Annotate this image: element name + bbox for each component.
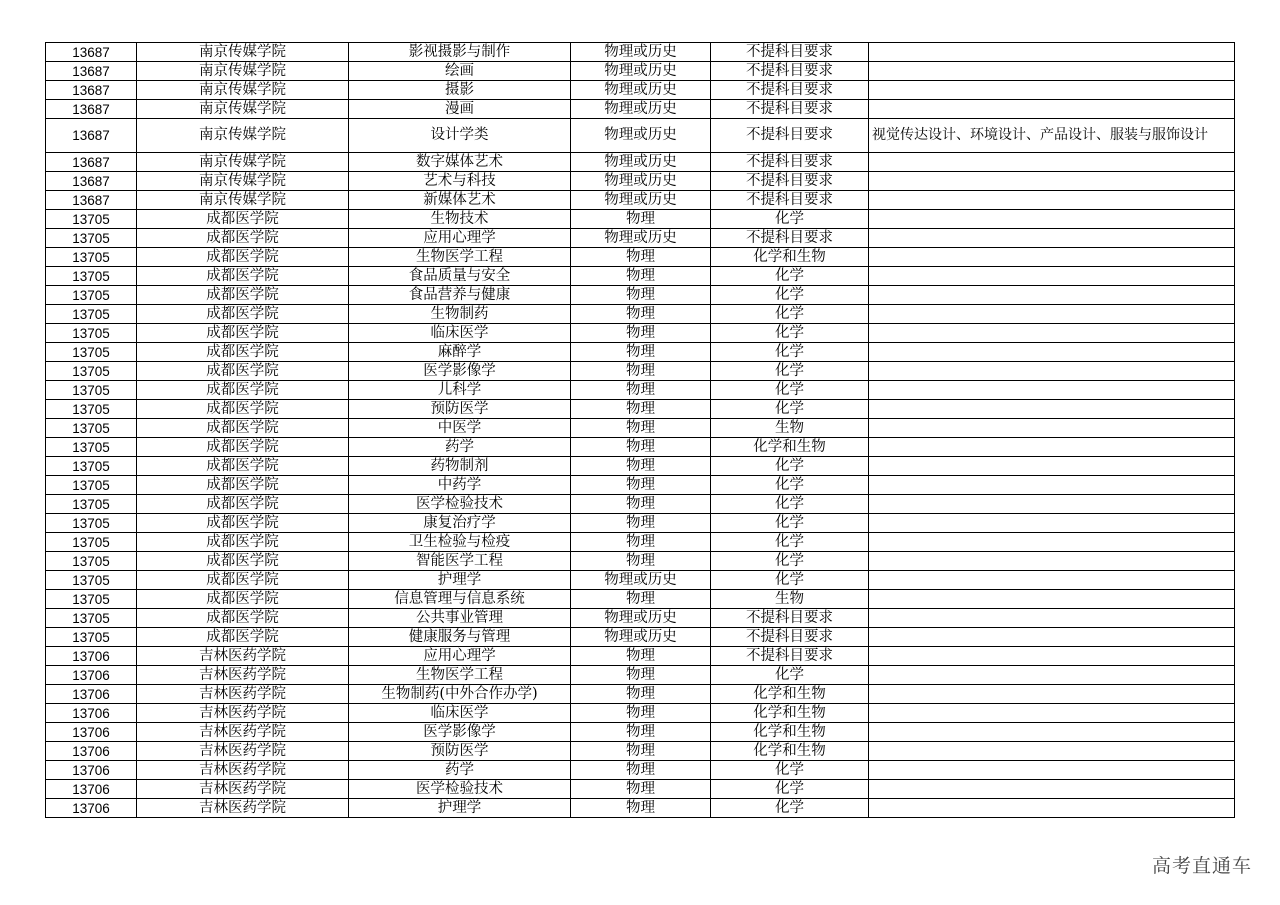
major-cell: 医学影像学 <box>349 723 571 742</box>
major-cell: 摄影 <box>349 81 571 100</box>
note-cell <box>869 609 1235 628</box>
table-row <box>46 100 1235 119</box>
school-cell: 成都医学院 <box>137 609 349 628</box>
table-row <box>46 457 1235 476</box>
code-cell: 13706 <box>46 647 137 666</box>
first-subject-cell: 物理 <box>571 248 711 267</box>
major-cell: 绘画 <box>349 62 571 81</box>
first-subject-cell: 物理或历史 <box>571 229 711 248</box>
major-cell: 麻醉学 <box>349 343 571 362</box>
major-cell: 医学检验技术 <box>349 495 571 514</box>
first-subject-cell: 物理 <box>571 324 711 343</box>
code-cell: 13705 <box>46 438 137 457</box>
school-cell: 成都医学院 <box>137 476 349 495</box>
second-subject-cell: 化学和生物 <box>711 685 869 704</box>
school-cell: 成都医学院 <box>137 419 349 438</box>
note-cell <box>869 761 1235 780</box>
first-subject-cell: 物理 <box>571 343 711 362</box>
major-cell: 新媒体艺术 <box>349 191 571 210</box>
code-cell: 13705 <box>46 476 137 495</box>
table-row <box>46 400 1235 419</box>
school-cell: 成都医学院 <box>137 514 349 533</box>
note-cell <box>869 723 1235 742</box>
code-cell: 13705 <box>46 552 137 571</box>
code-cell: 13705 <box>46 286 137 305</box>
first-subject-cell: 物理 <box>571 742 711 761</box>
note-cell <box>869 438 1235 457</box>
first-subject-cell: 物理 <box>571 495 711 514</box>
table-row <box>46 62 1235 81</box>
second-subject-cell: 化学和生物 <box>711 742 869 761</box>
major-cell: 儿科学 <box>349 381 571 400</box>
second-subject-cell: 不提科目要求 <box>711 100 869 119</box>
major-cell: 康复治疗学 <box>349 514 571 533</box>
table-row <box>46 119 1235 153</box>
code-cell: 13705 <box>46 609 137 628</box>
first-subject-cell: 物理 <box>571 267 711 286</box>
table-row <box>46 305 1235 324</box>
table-row <box>46 210 1235 229</box>
major-cell: 中药学 <box>349 476 571 495</box>
second-subject-cell: 化学 <box>711 666 869 685</box>
major-cell: 食品质量与安全 <box>349 267 571 286</box>
second-subject-cell: 化学 <box>711 799 869 818</box>
code-cell: 13705 <box>46 419 137 438</box>
first-subject-cell: 物理或历史 <box>571 62 711 81</box>
table-row <box>46 723 1235 742</box>
code-cell: 13687 <box>46 153 137 172</box>
second-subject-cell: 生物 <box>711 419 869 438</box>
second-subject-cell: 化学 <box>711 286 869 305</box>
first-subject-cell: 物理 <box>571 457 711 476</box>
note-cell <box>869 514 1235 533</box>
table-row <box>46 476 1235 495</box>
major-cell: 应用心理学 <box>349 229 571 248</box>
first-subject-cell: 物理 <box>571 438 711 457</box>
major-cell: 生物技术 <box>349 210 571 229</box>
note-cell <box>869 286 1235 305</box>
note-cell <box>869 571 1235 590</box>
code-cell: 13705 <box>46 343 137 362</box>
code-cell: 13706 <box>46 742 137 761</box>
note-cell <box>869 704 1235 723</box>
code-cell: 13687 <box>46 119 137 153</box>
table-row <box>46 780 1235 799</box>
second-subject-cell: 不提科目要求 <box>711 647 869 666</box>
second-subject-cell: 不提科目要求 <box>711 81 869 100</box>
first-subject-cell: 物理 <box>571 362 711 381</box>
first-subject-cell: 物理 <box>571 400 711 419</box>
school-cell: 吉林医药学院 <box>137 799 349 818</box>
second-subject-cell: 化学 <box>711 362 869 381</box>
table-row <box>46 229 1235 248</box>
code-cell: 13705 <box>46 495 137 514</box>
major-cell: 艺术与科技 <box>349 172 571 191</box>
second-subject-cell: 不提科目要求 <box>711 628 869 647</box>
first-subject-cell: 物理 <box>571 419 711 438</box>
note-cell <box>869 552 1235 571</box>
major-cell: 智能医学工程 <box>349 552 571 571</box>
major-cell: 医学检验技术 <box>349 780 571 799</box>
school-cell: 成都医学院 <box>137 286 349 305</box>
note-cell <box>869 685 1235 704</box>
table-row <box>46 343 1235 362</box>
major-cell: 漫画 <box>349 100 571 119</box>
first-subject-cell: 物理 <box>571 647 711 666</box>
note-cell <box>869 381 1235 400</box>
code-cell: 13705 <box>46 457 137 476</box>
school-cell: 成都医学院 <box>137 210 349 229</box>
second-subject-cell: 化学 <box>711 761 869 780</box>
note-cell <box>869 419 1235 438</box>
first-subject-cell: 物理 <box>571 476 711 495</box>
code-cell: 13705 <box>46 305 137 324</box>
table-row <box>46 666 1235 685</box>
table-row <box>46 742 1235 761</box>
table-row <box>46 628 1235 647</box>
table-row <box>46 267 1235 286</box>
major-cell: 生物医学工程 <box>349 666 571 685</box>
school-cell: 吉林医药学院 <box>137 647 349 666</box>
first-subject-cell: 物理或历史 <box>571 81 711 100</box>
second-subject-cell: 不提科目要求 <box>711 43 869 62</box>
second-subject-cell: 化学 <box>711 381 869 400</box>
table-row <box>46 704 1235 723</box>
major-cell: 应用心理学 <box>349 647 571 666</box>
note-cell <box>869 172 1235 191</box>
second-subject-cell: 化学 <box>711 533 869 552</box>
second-subject-cell: 化学 <box>711 305 869 324</box>
code-cell: 13705 <box>46 590 137 609</box>
school-cell: 南京传媒学院 <box>137 62 349 81</box>
school-cell: 南京传媒学院 <box>137 153 349 172</box>
note-cell <box>869 628 1235 647</box>
school-cell: 成都医学院 <box>137 305 349 324</box>
first-subject-cell: 物理 <box>571 799 711 818</box>
table-row <box>46 799 1235 818</box>
major-cell: 食品营养与健康 <box>349 286 571 305</box>
second-subject-cell: 化学和生物 <box>711 438 869 457</box>
second-subject-cell: 化学 <box>711 400 869 419</box>
second-subject-cell: 化学 <box>711 343 869 362</box>
major-cell: 护理学 <box>349 571 571 590</box>
code-cell: 13705 <box>46 210 137 229</box>
school-cell: 成都医学院 <box>137 229 349 248</box>
note-cell <box>869 191 1235 210</box>
major-cell: 药物制剂 <box>349 457 571 476</box>
school-cell: 成都医学院 <box>137 248 349 267</box>
note-cell <box>869 343 1235 362</box>
table-row <box>46 514 1235 533</box>
code-cell: 13706 <box>46 666 137 685</box>
school-cell: 成都医学院 <box>137 362 349 381</box>
code-cell: 13687 <box>46 62 137 81</box>
second-subject-cell: 化学和生物 <box>711 248 869 267</box>
first-subject-cell: 物理或历史 <box>571 100 711 119</box>
code-cell: 13705 <box>46 267 137 286</box>
second-subject-cell: 不提科目要求 <box>711 609 869 628</box>
school-cell: 南京传媒学院 <box>137 81 349 100</box>
note-cell <box>869 533 1235 552</box>
first-subject-cell: 物理 <box>571 704 711 723</box>
table-row <box>46 81 1235 100</box>
note-cell <box>869 210 1235 229</box>
school-cell: 成都医学院 <box>137 533 349 552</box>
major-cell: 生物制药(中外合作办学) <box>349 685 571 704</box>
first-subject-cell: 物理 <box>571 514 711 533</box>
school-cell: 成都医学院 <box>137 438 349 457</box>
table-row <box>46 362 1235 381</box>
code-cell: 13705 <box>46 400 137 419</box>
code-cell: 13705 <box>46 381 137 400</box>
school-cell: 成都医学院 <box>137 495 349 514</box>
second-subject-cell: 化学 <box>711 324 869 343</box>
major-cell: 护理学 <box>349 799 571 818</box>
major-cell: 医学影像学 <box>349 362 571 381</box>
school-cell: 成都医学院 <box>137 381 349 400</box>
school-cell: 成都医学院 <box>137 552 349 571</box>
major-cell: 信息管理与信息系统 <box>349 590 571 609</box>
school-cell: 南京传媒学院 <box>137 191 349 210</box>
first-subject-cell: 物理 <box>571 723 711 742</box>
second-subject-cell: 不提科目要求 <box>711 119 869 153</box>
table-row <box>46 685 1235 704</box>
note-cell <box>869 780 1235 799</box>
second-subject-cell: 化学 <box>711 571 869 590</box>
second-subject-cell: 生物 <box>711 590 869 609</box>
first-subject-cell: 物理 <box>571 552 711 571</box>
school-cell: 吉林医药学院 <box>137 780 349 799</box>
first-subject-cell: 物理 <box>571 780 711 799</box>
second-subject-cell: 化学 <box>711 267 869 286</box>
note-cell <box>869 153 1235 172</box>
second-subject-cell: 化学 <box>711 457 869 476</box>
first-subject-cell: 物理或历史 <box>571 191 711 210</box>
second-subject-cell: 化学 <box>711 514 869 533</box>
major-cell: 预防医学 <box>349 742 571 761</box>
major-cell: 卫生检验与检疫 <box>349 533 571 552</box>
code-cell: 13687 <box>46 81 137 100</box>
table-row <box>46 533 1235 552</box>
school-cell: 南京传媒学院 <box>137 100 349 119</box>
second-subject-cell: 化学 <box>711 552 869 571</box>
code-cell: 13705 <box>46 324 137 343</box>
second-subject-cell: 不提科目要求 <box>711 172 869 191</box>
code-cell: 13706 <box>46 685 137 704</box>
second-subject-cell: 不提科目要求 <box>711 229 869 248</box>
table-row <box>46 761 1235 780</box>
note-cell <box>869 647 1235 666</box>
first-subject-cell: 物理 <box>571 590 711 609</box>
school-cell: 吉林医药学院 <box>137 742 349 761</box>
table-row <box>46 381 1235 400</box>
note-cell <box>869 362 1235 381</box>
school-cell: 成都医学院 <box>137 400 349 419</box>
school-cell: 南京传媒学院 <box>137 43 349 62</box>
major-cell: 临床医学 <box>349 324 571 343</box>
major-cell: 数字媒体艺术 <box>349 153 571 172</box>
table-row <box>46 153 1235 172</box>
table-row <box>46 172 1235 191</box>
school-cell: 吉林医药学院 <box>137 761 349 780</box>
note-cell <box>869 324 1235 343</box>
first-subject-cell: 物理 <box>571 381 711 400</box>
note-cell <box>869 742 1235 761</box>
table-row <box>46 324 1235 343</box>
major-cell: 药学 <box>349 438 571 457</box>
major-cell: 临床医学 <box>349 704 571 723</box>
code-cell: 13705 <box>46 248 137 267</box>
major-cell: 影视摄影与制作 <box>349 43 571 62</box>
major-cell: 中医学 <box>349 419 571 438</box>
note-cell <box>869 666 1235 685</box>
note-cell <box>869 81 1235 100</box>
second-subject-cell: 化学 <box>711 210 869 229</box>
major-cell: 健康服务与管理 <box>349 628 571 647</box>
table-row <box>46 571 1235 590</box>
first-subject-cell: 物理或历史 <box>571 172 711 191</box>
note-cell <box>869 100 1235 119</box>
note-cell <box>869 229 1235 248</box>
code-cell: 13706 <box>46 704 137 723</box>
note-cell: 视觉传达设计、环境设计、产品设计、服装与服饰设计 <box>869 119 1235 153</box>
first-subject-cell: 物理或历史 <box>571 153 711 172</box>
table-row <box>46 552 1235 571</box>
major-cell: 生物医学工程 <box>349 248 571 267</box>
table-row <box>46 438 1235 457</box>
code-cell: 13706 <box>46 780 137 799</box>
first-subject-cell: 物理 <box>571 761 711 780</box>
school-cell: 吉林医药学院 <box>137 723 349 742</box>
note-cell <box>869 43 1235 62</box>
code-cell: 13705 <box>46 362 137 381</box>
second-subject-cell: 化学 <box>711 495 869 514</box>
note-cell <box>869 590 1235 609</box>
code-cell: 13687 <box>46 172 137 191</box>
major-cell: 药学 <box>349 761 571 780</box>
school-cell: 成都医学院 <box>137 267 349 286</box>
school-cell: 成都医学院 <box>137 324 349 343</box>
table-row <box>46 647 1235 666</box>
major-cell: 预防医学 <box>349 400 571 419</box>
second-subject-cell: 化学 <box>711 476 869 495</box>
note-cell <box>869 476 1235 495</box>
table-row <box>46 609 1235 628</box>
first-subject-cell: 物理或历史 <box>571 571 711 590</box>
first-subject-cell: 物理或历史 <box>571 119 711 153</box>
note-cell <box>869 267 1235 286</box>
code-cell: 13705 <box>46 514 137 533</box>
note-cell <box>869 62 1235 81</box>
code-cell: 13706 <box>46 723 137 742</box>
major-cell: 设计学类 <box>349 119 571 153</box>
note-cell <box>869 248 1235 267</box>
note-cell <box>869 495 1235 514</box>
table-row <box>46 419 1235 438</box>
first-subject-cell: 物理 <box>571 286 711 305</box>
school-cell: 吉林医药学院 <box>137 666 349 685</box>
code-cell: 13705 <box>46 533 137 552</box>
school-cell: 成都医学院 <box>137 571 349 590</box>
school-cell: 吉林医药学院 <box>137 685 349 704</box>
watermark-text: 高考直通车 <box>1151 855 1252 877</box>
note-cell <box>869 305 1235 324</box>
table-row <box>46 495 1235 514</box>
table-body <box>46 43 1235 818</box>
first-subject-cell: 物理或历史 <box>571 628 711 647</box>
code-cell: 13706 <box>46 761 137 780</box>
second-subject-cell: 化学和生物 <box>711 704 869 723</box>
school-cell: 吉林医药学院 <box>137 704 349 723</box>
table-row <box>46 248 1235 267</box>
code-cell: 13687 <box>46 100 137 119</box>
note-cell <box>869 400 1235 419</box>
code-cell: 13687 <box>46 191 137 210</box>
first-subject-cell: 物理 <box>571 685 711 704</box>
second-subject-cell: 不提科目要求 <box>711 153 869 172</box>
school-cell: 成都医学院 <box>137 457 349 476</box>
first-subject-cell: 物理 <box>571 305 711 324</box>
first-subject-cell: 物理 <box>571 533 711 552</box>
major-cell: 公共事业管理 <box>349 609 571 628</box>
code-cell: 13705 <box>46 628 137 647</box>
school-cell: 南京传媒学院 <box>137 172 349 191</box>
code-cell: 13705 <box>46 229 137 248</box>
major-subject-table <box>45 42 1235 818</box>
note-cell <box>869 799 1235 818</box>
table-row <box>46 286 1235 305</box>
note-cell <box>869 457 1235 476</box>
second-subject-cell: 化学 <box>711 780 869 799</box>
first-subject-cell: 物理或历史 <box>571 43 711 62</box>
major-cell: 生物制药 <box>349 305 571 324</box>
table-row <box>46 590 1235 609</box>
first-subject-cell: 物理或历史 <box>571 609 711 628</box>
second-subject-cell: 不提科目要求 <box>711 62 869 81</box>
table-row <box>46 191 1235 210</box>
school-cell: 成都医学院 <box>137 628 349 647</box>
code-cell: 13705 <box>46 571 137 590</box>
first-subject-cell: 物理 <box>571 666 711 685</box>
first-subject-cell: 物理 <box>571 210 711 229</box>
second-subject-cell: 化学和生物 <box>711 723 869 742</box>
code-cell: 13706 <box>46 799 137 818</box>
school-cell: 成都医学院 <box>137 343 349 362</box>
code-cell: 13687 <box>46 43 137 62</box>
school-cell: 南京传媒学院 <box>137 119 349 153</box>
second-subject-cell: 不提科目要求 <box>711 191 869 210</box>
table-row <box>46 43 1235 62</box>
school-cell: 成都医学院 <box>137 590 349 609</box>
